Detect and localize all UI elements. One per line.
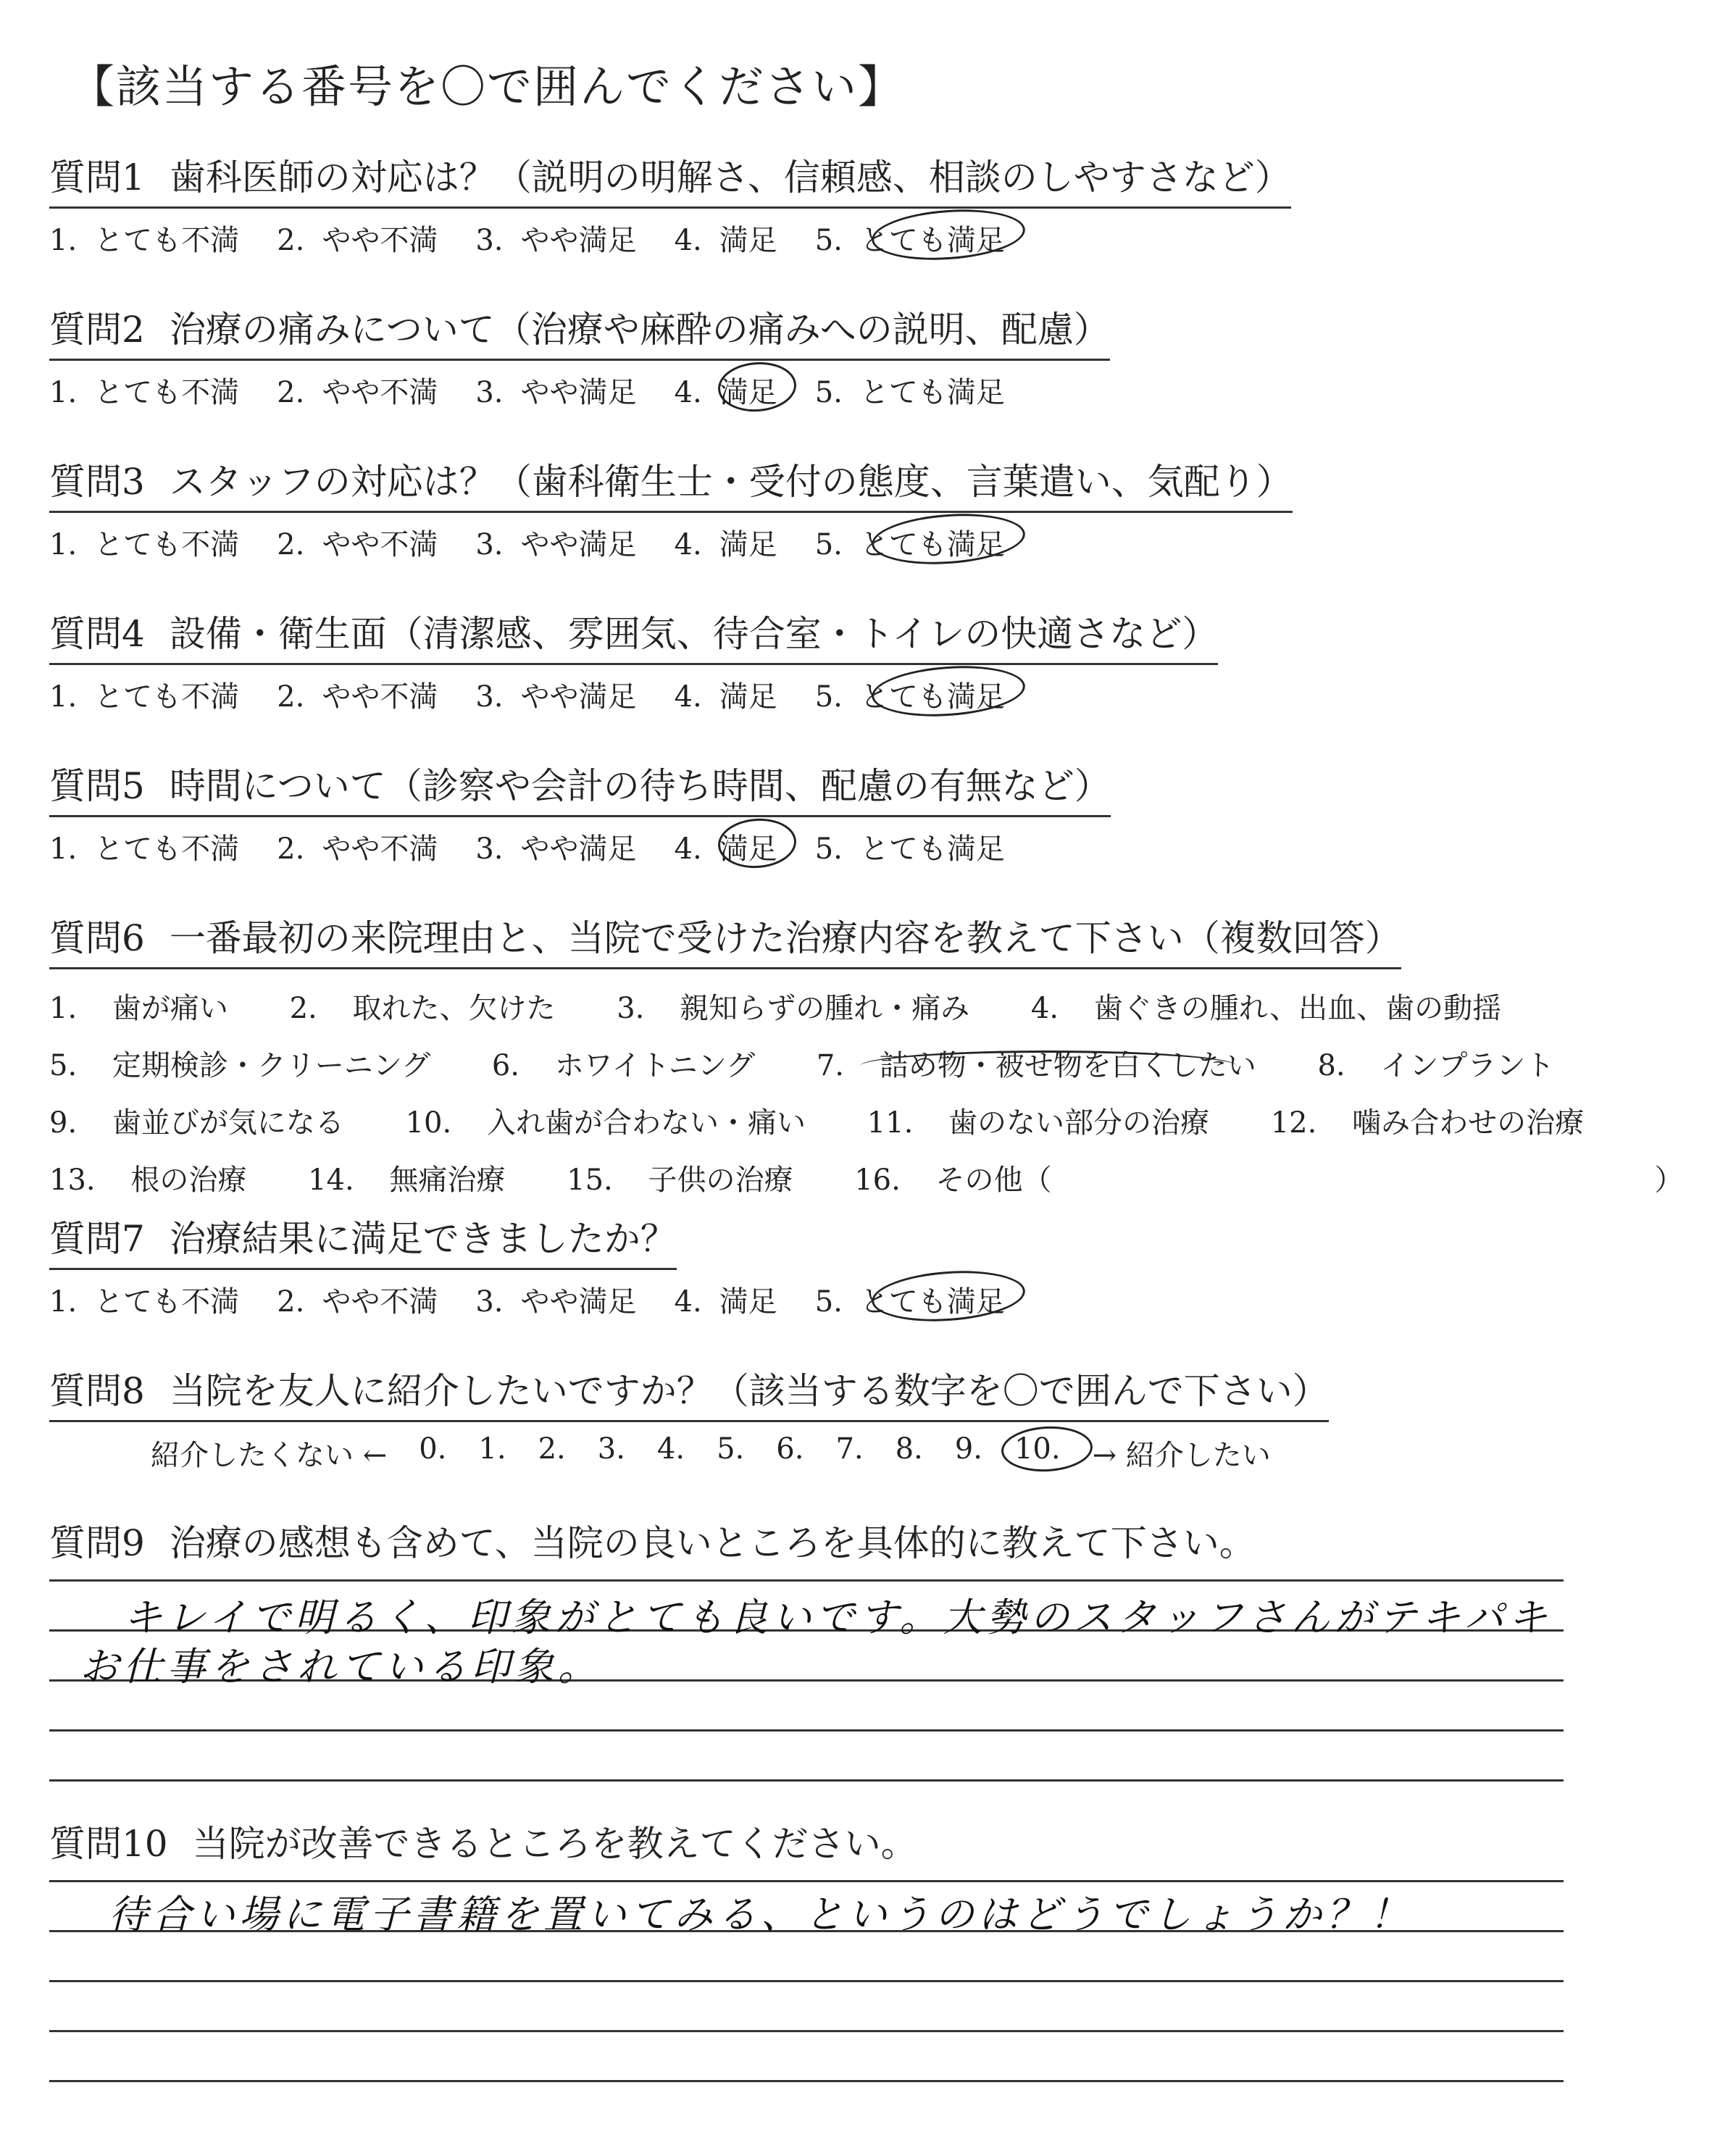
options-row (49, 369, 1110, 411)
question-text: 治療結果に満足できましたか？ (169, 1218, 677, 1260)
option-4-selected[interactable]: 4. 満足 (675, 826, 815, 867)
question-text: 治療の感想も含めて、当院の良いところを具体的に教えて下さい。 (169, 1522, 1256, 1564)
option-1[interactable]: 1. とても不満 (49, 680, 240, 714)
question-4-header (49, 605, 1218, 665)
question-text: 時間について（診察や会計の待ち時間、配慮の有無など） (169, 765, 1111, 807)
option-2[interactable]: 2. やや不満 (277, 224, 438, 257)
options-row (49, 1157, 1736, 1198)
options-row (49, 826, 1111, 867)
scale-9[interactable]: 9. (954, 1432, 982, 1466)
option-4-selected[interactable]: 4. 満足 (675, 369, 815, 411)
option-1[interactable]: 1. とても不満 (49, 224, 240, 257)
option-1[interactable]: 1. とても不満 (49, 528, 240, 561)
option-11[interactable]: 11. 歯のない部分の治療 (867, 1106, 1210, 1140)
option-5-selected[interactable]: 5. とても満足 (815, 674, 1043, 715)
question-text: 当院を友人に紹介したいですか？（該当する数字を〇で囲んで下さい） (169, 1370, 1329, 1412)
scale-10-selected[interactable]: 10. (1014, 1432, 1061, 1474)
rule-line (49, 2030, 1564, 2032)
option-8[interactable]: 8. インプラント (1317, 1049, 1555, 1082)
question-number: 質問8 (49, 1370, 145, 1412)
question-9 (49, 1514, 1256, 1566)
scale-8[interactable]: 8. (895, 1432, 923, 1466)
option-5[interactable]: 5. とても満足 (814, 376, 1005, 409)
option-3[interactable]: 3. やや満足 (475, 224, 637, 257)
scale-1[interactable]: 1. (478, 1432, 506, 1466)
question-number: 質問6 (49, 917, 145, 959)
option-2[interactable]: 2. やや不満 (277, 528, 438, 561)
scale-left-label: 紹介したくない ← (151, 1439, 388, 1472)
question-5-header (49, 757, 1111, 817)
rule-line (49, 1980, 1564, 1982)
option-3[interactable]: 3. やや満足 (475, 1285, 637, 1319)
option-2[interactable]: 2. やや不満 (277, 680, 438, 714)
form-title: 【該当する番号を〇で囲んでください】 (70, 60, 905, 113)
rule-line (49, 1729, 1564, 1732)
question-number: 質問10 (49, 1823, 168, 1865)
option-4[interactable]: 4. 歯ぐきの腫れ、出血、歯の動揺 (1030, 992, 1502, 1025)
option-4[interactable]: 4. 満足 (674, 1285, 777, 1319)
option-3[interactable]: 3. やや満足 (475, 832, 637, 866)
option-7-selected[interactable]: 7. 詰め物・被せ物を白くしたい (816, 1049, 1256, 1082)
question-6-header (49, 909, 1401, 969)
question-number: 質問3 (49, 461, 145, 503)
pen-mark (860, 1051, 1237, 1082)
question-text: 一番最初の来院理由と、当院で受けた治療内容を教えて下さい（複数回答） (169, 917, 1401, 959)
question-1 (49, 149, 1291, 259)
question-6 (49, 909, 1736, 1198)
option-4[interactable]: 4. 満足 (674, 224, 777, 257)
question-7-header (49, 1210, 677, 1270)
option-10[interactable]: 10. 入れ歯が合わない・痛い (405, 1106, 806, 1140)
question-4 (49, 605, 1218, 715)
question-number: 質問5 (49, 765, 145, 807)
options-row (49, 1279, 1043, 1320)
rule-line (49, 2080, 1564, 2082)
option-5-selected[interactable]: 5. とても満足 (815, 1279, 1043, 1320)
options-row (49, 985, 1736, 1027)
option-1[interactable]: 1. 歯が痛い (49, 992, 228, 1025)
question-1-header (49, 149, 1291, 209)
handwritten-answer-q10-line1[interactable]: 待合い場に電子書籍を置いてみる、というのはどうでしょうか？！ (109, 1892, 1413, 1937)
question-5 (49, 757, 1111, 867)
question-text: 歯科医師の対応は？（説明の明解さ、信頼感、相談のしやすさなど） (169, 156, 1291, 199)
option-1[interactable]: 1. とても不満 (49, 832, 240, 866)
question-3 (49, 453, 1293, 563)
question-9-header (49, 1514, 1256, 1566)
option-16-other[interactable]: 16. その他（ ） (854, 1164, 1684, 1197)
option-14[interactable]: 14. 無痛治療 (308, 1164, 506, 1197)
options-row (49, 1100, 1736, 1141)
option-15[interactable]: 15. 子供の治療 (567, 1164, 793, 1197)
option-5-selected[interactable]: 5. とても満足 (815, 522, 1043, 563)
question-text: スタッフの対応は？（歯科衛生士・受付の態度、言葉遣い、気配り） (169, 461, 1293, 503)
question-2 (49, 301, 1110, 411)
scale-7[interactable]: 7. (835, 1432, 864, 1466)
handwritten-answer-q9-line2[interactable]: お仕事をされている印象。 (80, 1644, 601, 1690)
option-5-selected[interactable]: 5. とても満足 (815, 217, 1043, 259)
option-2[interactable]: 2. 取れた、欠けた (289, 992, 556, 1025)
option-3[interactable]: 3. やや満足 (475, 376, 637, 409)
option-2[interactable]: 2. やや不満 (277, 832, 438, 866)
option-9[interactable]: 9. 歯並びが気になる (49, 1106, 344, 1140)
option-12[interactable]: 12. 噛み合わせの治療 (1270, 1106, 1585, 1140)
scale-5[interactable]: 5. (717, 1432, 745, 1466)
option-1[interactable]: 1. とても不満 (49, 376, 240, 409)
option-6[interactable]: 6. ホワイトニング (491, 1049, 756, 1082)
option-2[interactable]: 2. やや不満 (277, 376, 438, 409)
scale-4[interactable]: 4. (656, 1432, 685, 1466)
option-3[interactable]: 3. やや満足 (475, 528, 637, 561)
option-13[interactable]: 13. 根の治療 (49, 1164, 247, 1197)
option-5[interactable]: 5. とても満足 (814, 832, 1005, 866)
options-row (49, 674, 1218, 715)
scale-0[interactable]: 0. (419, 1432, 447, 1466)
question-text: 設備・衛生面（清潔感、雰囲気、待合室・トイレの快適さなど） (169, 613, 1219, 655)
question-7 (49, 1210, 1043, 1320)
rule-line (49, 1880, 1564, 1882)
rule-line (49, 1579, 1564, 1582)
question-text: 治療の痛みについて（治療や麻酔の痛みへの説明、配慮） (169, 309, 1110, 351)
recommend-scale (151, 1432, 1329, 1474)
question-text: 当院が改善できるところを教えてください。 (192, 1823, 917, 1865)
rule-line (49, 1779, 1564, 1782)
question-number: 質問7 (49, 1218, 145, 1260)
option-3[interactable]: 3. 親知らずの腫れ・痛み (617, 992, 970, 1025)
question-number: 質問1 (49, 156, 145, 199)
question-10-header (49, 1815, 917, 1867)
option-1[interactable]: 1. とても不満 (49, 1285, 240, 1319)
question-10 (49, 1815, 917, 1867)
question-8-header (49, 1362, 1329, 1422)
scale-3[interactable]: 3. (597, 1432, 625, 1466)
options-row (49, 1043, 1736, 1084)
question-number: 質問2 (49, 309, 145, 351)
options-row (49, 217, 1291, 259)
question-number: 質問4 (49, 613, 145, 655)
question-8 (49, 1362, 1329, 1474)
option-5[interactable]: 5. 定期検診・クリーニング (49, 1049, 431, 1082)
scale-right-label: → 紹介したい (1092, 1439, 1271, 1472)
option-2[interactable]: 2. やや不満 (277, 1285, 438, 1319)
question-3-header (49, 453, 1293, 513)
scale-2[interactable]: 2. (538, 1432, 566, 1466)
scale-6[interactable]: 6. (776, 1432, 804, 1466)
options-row (49, 522, 1293, 563)
option-3[interactable]: 3. やや満足 (475, 680, 637, 714)
handwritten-answer-q9-line1[interactable]: キレイで明るく、印象がとても良いです。大勢のスタッフさんがテキパキ (123, 1595, 1552, 1640)
option-4[interactable]: 4. 満足 (674, 680, 777, 714)
question-number: 質問9 (49, 1522, 145, 1564)
option-4[interactable]: 4. 満足 (674, 528, 777, 561)
question-2-header (49, 301, 1110, 361)
